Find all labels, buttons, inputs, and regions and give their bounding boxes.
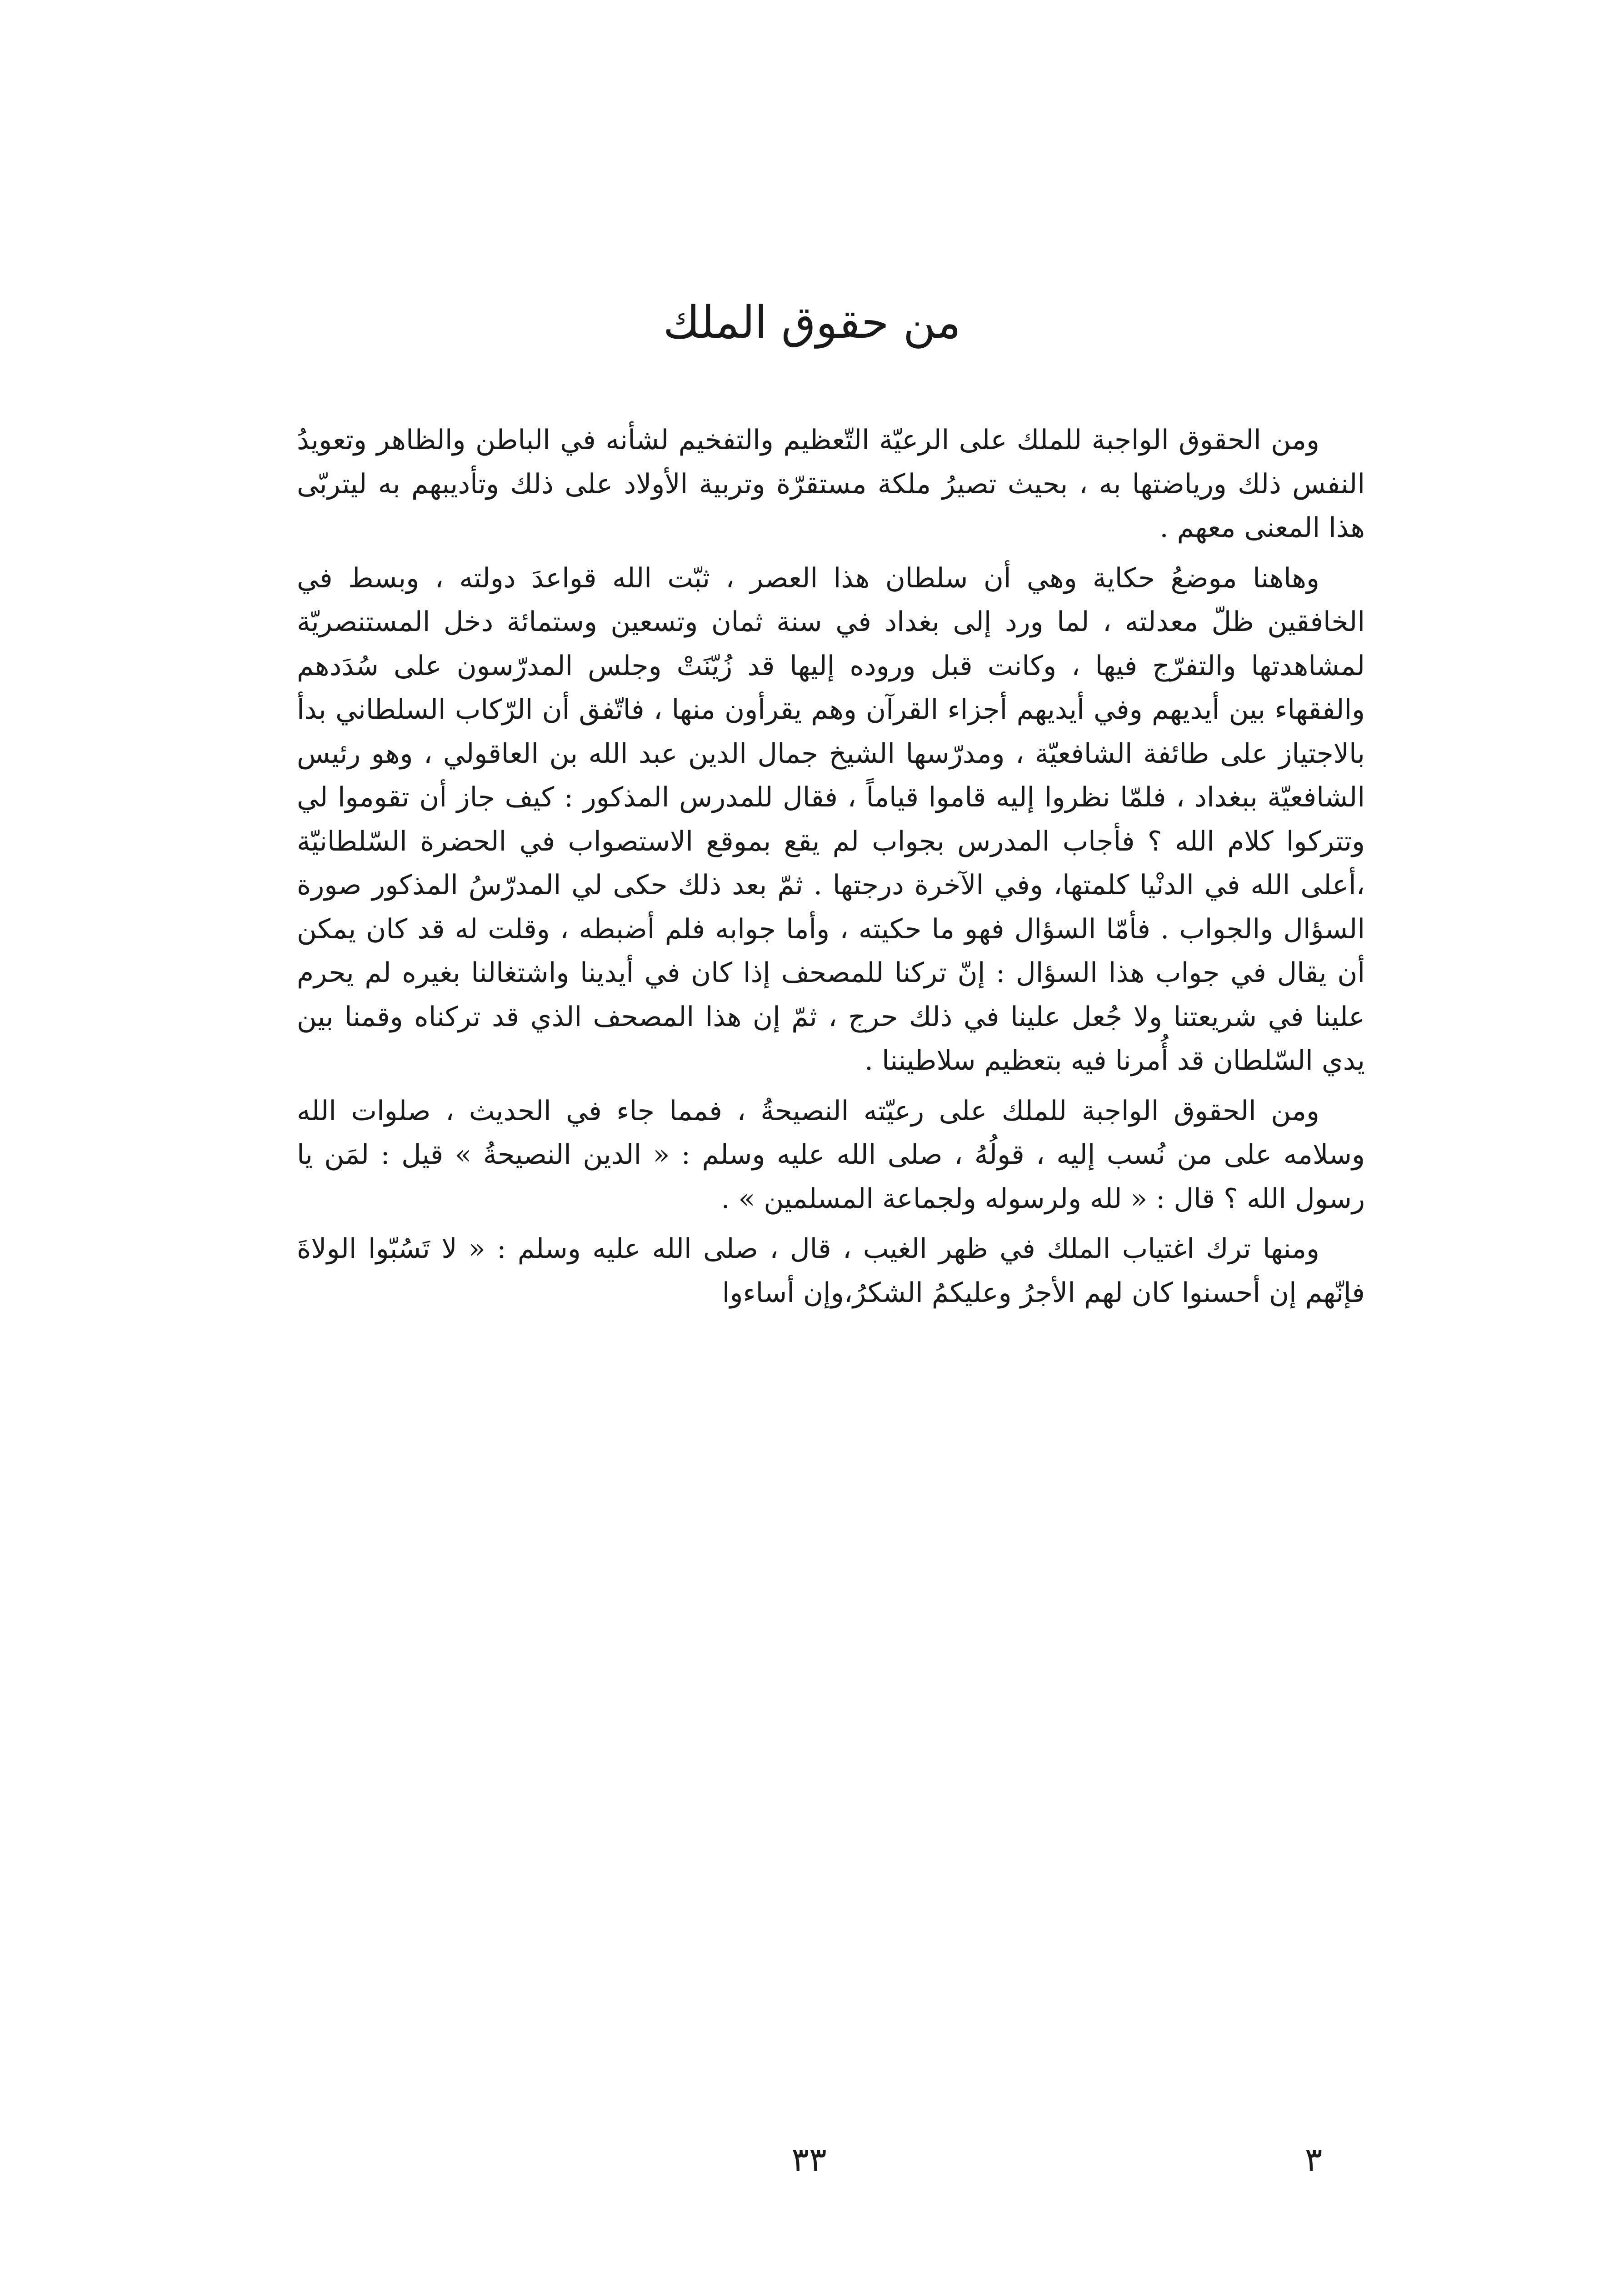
chapter-title: من حقوق الملك — [663, 297, 961, 349]
page-number: ٣٣ — [791, 2140, 827, 2178]
paragraph-1: ومن الحقوق الواجبة للملك على الرعيّة التّعظيم والتفخيم لشأنه في الباطن والظاهر وتعويدُ النفس ذلك ورياضتها به ، بحيث تصيرُ ملكة مستقرّة وتربية الأولاد على ذلك وتأديبهم به ليتربّى هذا المعنى معهم . — [297, 424, 1365, 544]
page-footer — [0, 2132, 1624, 2196]
paragraph-3: ومن الحقوق الواجبة للملك على رعيّته النصيحةُ ، فمما جاء في الحديث ، صلوات الله وسلامه على من نُسب إليه ، قولُهُ ، صلى الله عليه وسلم : « الدين النصيحةُ » قيل : لمَن يا رسول الله ؟ قال : « لله ولرسوله ولجماعة المسلمين » . — [297, 1095, 1365, 1215]
body-text — [297, 418, 1365, 1321]
paragraph-2: وهاهنا موضعُ حكاية وهي أن سلطان هذا العصر ، ثبّت الله قواعدَ دولته ، وبسط في الخافقين ظلّ معدلته ، لما ورد إلى بغداد في سنة ثمان وتسعين وستمائة دخل المستنصريّة لمشاهدتها والتفرّج فيها ، وكانت قبل وروده إليها قد زُيّنَتْ وجلس المدرّسون على سُدَدهم والفقهاء بين أيديهم وفي أيديهم أجزاء القرآن وهم يقرأون منها ، فاتّفق أن الرّكاب السلطاني بدأ بالاجتياز على طائفة الشافعيّة ، ومدرّسها الشيخ جمال الدين عبد الله بن العاقولي ، وهو رئيس الشافعيّة ببغداد ، فلمّا نظروا إليه قاموا قياماً ، فقال للمدرس المذكور : كيف جاز أن تقوموا لي وتتركوا كلام الله ؟ فأجاب المدرس بجواب لم يقع بموقع الاستصواب في الحضرة السّلطانيّة ،أعلى الله في الدنْيا كلمتها، وفي الآخرة درجتها . ثمّ بعد ذلك حكى لي المدرّسُ المذكور صورة السؤال والجواب . فأمّا السؤال فهو ما حكيته ، وأما جوابه فلم أضبطه ، وقلت له قد كان يمكن أن يقال في جواب هذا السؤال : إنّ تركنا للمصحف إذا كان في أيدينا واشتغالنا بغيره لم يحرم علينا في شريعتنا ولا جُعل علينا في ذلك حرج ، ثمّ إن هذا المصحف الذي قد تركناه وقمنا بين يدي السّلطان قد أُمرنا فيه بتعظيم سلاطيننا . — [297, 562, 1365, 1076]
paragraph-4: ومنها ترك اغتياب الملك في ظهر الغيب ، قال ، صلى الله عليه وسلم : « لا تَسُبّوا الولاةَ فإنّهم إن أحسنوا كان لهم الأجرُ وعليكمُ الشكرُ،وإن أساءوا — [297, 1233, 1365, 1309]
signature-mark: ٣ — [1304, 2140, 1323, 2178]
